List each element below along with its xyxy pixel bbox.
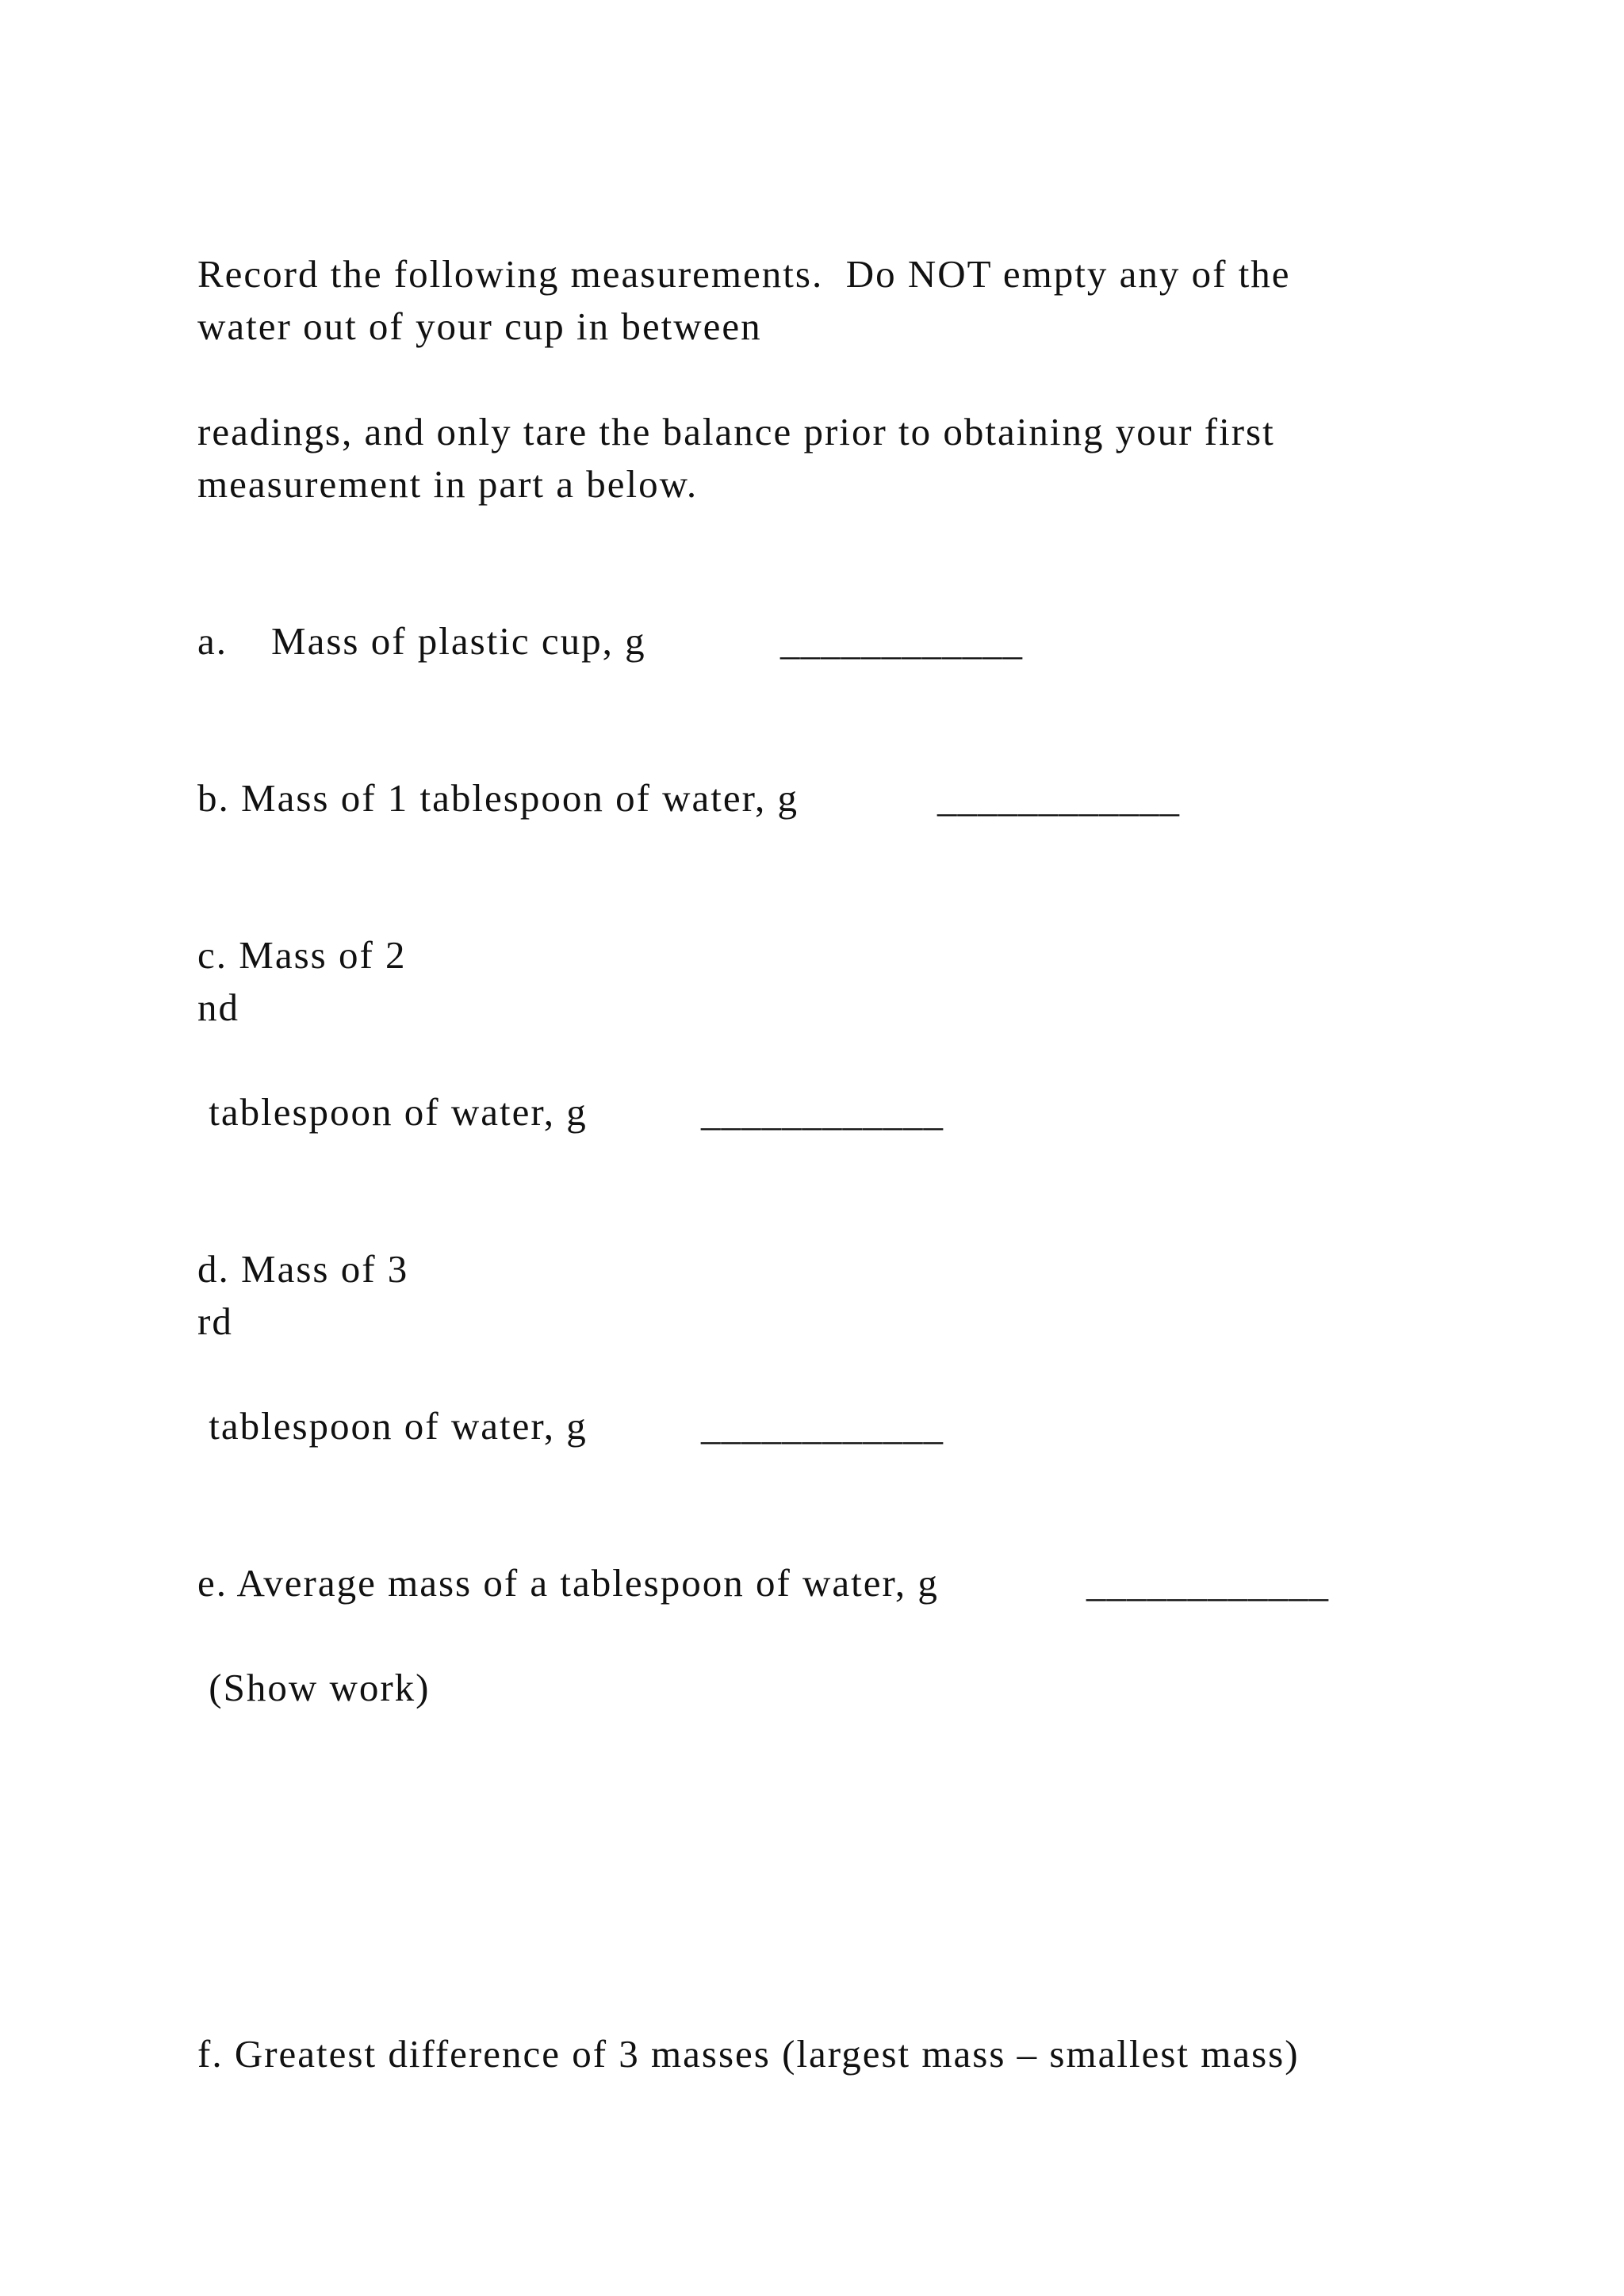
item-d-answer-blank[interactable]: ____________: [701, 1404, 944, 1448]
item-e-label: e. Average mass of a tablespoon of water, g: [197, 1561, 939, 1605]
item-c-label-start: c. Mass of 2: [197, 933, 407, 977]
instruction-line-1: Record the following measurements. Do NOT empty any of the: [197, 252, 1291, 296]
item-a-answer-blank[interactable]: ____________: [780, 619, 1023, 663]
item-d-label-start: d. Mass of 3: [197, 1247, 409, 1291]
item-a-label: Mass of plastic cup, g: [271, 619, 646, 663]
item-c-superscript: nd: [197, 985, 239, 1029]
item-b-label: b. Mass of 1 tablespoon of water, g: [197, 776, 799, 820]
item-e-answer-blank[interactable]: ____________: [1086, 1561, 1329, 1605]
item-e-note: (Show work): [197, 1666, 431, 1709]
item-f-label: f. Greatest difference of 3 masses (largest mass – smallest mass): [197, 2032, 1300, 2076]
item-c-answer-blank[interactable]: ____________: [701, 1090, 944, 1134]
instruction-line-2: water out of your cup in between: [197, 304, 762, 348]
item-d-label-end: tablespoon of water, g: [197, 1404, 588, 1448]
instruction-line-4: measurement in part a below.: [197, 462, 699, 506]
item-c-label-end: tablespoon of water, g: [197, 1090, 588, 1134]
instruction-line-3: readings, and only tare the balance prior to obtaining your first: [197, 410, 1275, 453]
item-b-answer-blank[interactable]: ____________: [937, 776, 1180, 820]
item-a-prefix: a.: [197, 619, 228, 663]
item-d-superscript: rd: [197, 1299, 233, 1343]
